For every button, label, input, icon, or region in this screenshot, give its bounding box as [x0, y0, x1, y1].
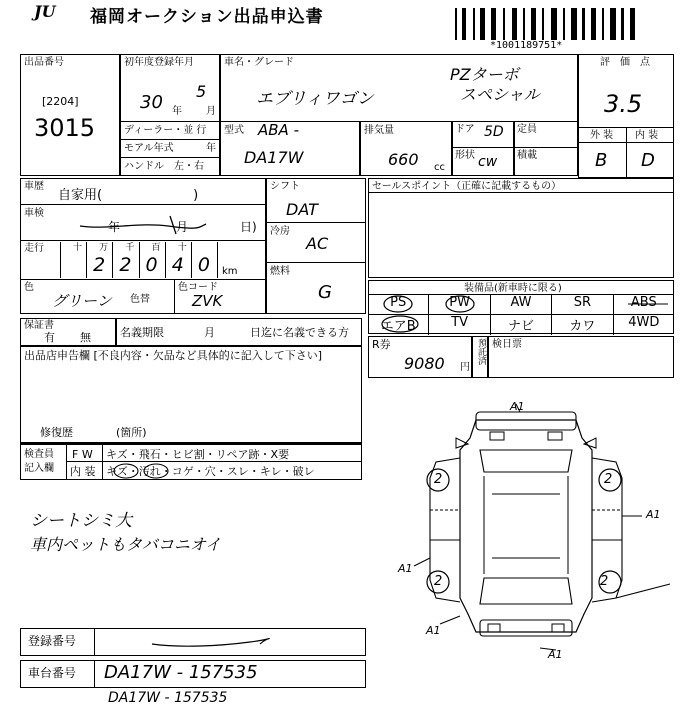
inspection-scribble — [78, 212, 208, 238]
diagram-mark: 2 — [434, 472, 443, 487]
inspection-month-unit: 月 — [176, 220, 189, 234]
sales-point-label: セールスポイント（正確に記載するもの） — [372, 181, 562, 192]
recycle-label: R券 — [372, 338, 391, 351]
model-year-label: モアル年式 — [124, 143, 174, 154]
first-reg-year-unit: 年 — [172, 106, 182, 117]
rating-interior-label: 内 装 — [635, 130, 659, 141]
interior-check-label: 内 装 — [70, 465, 96, 478]
equip-aw: AW — [491, 295, 552, 315]
inspector-label-2: 記入欄 — [24, 463, 54, 474]
barcode — [455, 8, 635, 40]
interior-check-marks — [104, 462, 194, 480]
color-code-label: 色コード — [178, 282, 218, 293]
shape-value: cw — [478, 154, 498, 170]
fw-label: F W — [72, 448, 93, 461]
displacement-label: 排気量 — [364, 125, 394, 136]
manual-label: 名義期限 — [120, 326, 164, 339]
doors-value: 5D — [484, 124, 504, 140]
rating-exterior-label: 外 装 — [590, 130, 614, 141]
form-title: 福岡オークション出品申込書 — [90, 7, 324, 27]
warranty-yes: 有 — [44, 331, 55, 344]
color-label: 色 — [24, 282, 34, 293]
inspection-label: 車検 — [24, 208, 44, 219]
equip-tv: TV — [429, 315, 490, 335]
first-reg-month: 5 — [196, 82, 207, 101]
model-year-unit: 年 — [206, 143, 216, 154]
cooling-value: AC — [306, 234, 329, 253]
equip-sr: SR — [552, 295, 613, 315]
lot-number: 3015 — [34, 114, 96, 142]
chassis-value: DA17W - 157535 — [104, 662, 258, 683]
diagram-mark: A1 — [426, 624, 441, 637]
equipment-circles — [368, 294, 674, 334]
shift-value: DAT — [286, 200, 318, 219]
equip-leather: カワ — [552, 315, 613, 335]
car-name-value: エブリィワゴン — [256, 89, 374, 109]
equip-navi: ナビ — [491, 315, 552, 335]
mileage-label: 走行 — [24, 243, 44, 254]
equip-4wd: 4WD — [628, 315, 660, 330]
recycle-unit: 円 — [460, 362, 470, 373]
mileage-place: 万 — [99, 243, 109, 253]
capacity-label: 定員 — [517, 124, 537, 135]
registration-scribble — [150, 634, 270, 650]
diagram-mark: A1 — [398, 562, 413, 575]
repair-label: 修復歴 — [40, 426, 73, 439]
mileage-digit: 2 — [119, 254, 132, 276]
warranty-label: 保証書 — [24, 320, 54, 331]
displacement-value: 660 — [388, 150, 419, 169]
equip-airbag: エアB — [368, 315, 429, 335]
car-grade-line2: スペシャル — [460, 85, 540, 104]
recycle-deposit: 預託済 — [476, 338, 486, 365]
recycle-value: 9080 — [404, 354, 445, 373]
transfer-label: 日迄に名義できる方 — [250, 326, 349, 339]
inspector-comment-2: 車内ペットもタバコニオイ — [30, 535, 222, 554]
chassis-label: 車台番号 — [28, 666, 77, 680]
first-reg-label: 初年度登録年月 — [124, 57, 194, 68]
inspection-year-unit: 年 — [108, 220, 121, 234]
rating-exterior: B — [595, 150, 608, 171]
repair-value: (箇所) — [116, 426, 147, 439]
auction-logo: JU — [34, 2, 56, 21]
diagram-mark: A1 — [510, 400, 525, 413]
equip-abs: ABS — [630, 295, 657, 310]
color-value: グリーン — [52, 292, 112, 310]
rating-score: 3.5 — [604, 90, 643, 118]
registration-label: 登録番号 — [28, 634, 77, 648]
mileage-digit: 4 — [171, 254, 184, 276]
first-reg-month-unit: 月 — [206, 106, 216, 117]
mileage-digit: 0 — [197, 254, 210, 276]
first-reg-year: 30 — [140, 92, 163, 113]
diagram-mark: A1 — [548, 648, 563, 661]
model-code: DA17W — [244, 148, 304, 167]
car-name-label: 車名・グレード — [224, 57, 294, 68]
memo-label: 検日票 — [492, 339, 522, 350]
body-type-label: 積載 — [517, 150, 537, 161]
shape-label: 形状 — [455, 150, 475, 161]
handle-label: ハンドル 左・右 — [124, 161, 204, 172]
manual-month-unit: 月 — [204, 326, 215, 339]
fw-text: キズ・飛石・ヒビ割・リペア跡・X要 — [106, 448, 290, 461]
diagram-mark: 2 — [604, 472, 613, 487]
inspector-comment-1: シートシミ大 — [30, 511, 132, 531]
fuel-label: 燃料 — [270, 266, 290, 277]
rating-interior: D — [641, 150, 655, 171]
rating-label: 評 価 点 — [600, 57, 650, 68]
barcode-text: *1001189751* — [490, 40, 563, 51]
diagram-mark: A1 — [646, 508, 661, 521]
sales-point-box — [368, 178, 674, 278]
equipment-label: 装備品(新車時に限る) — [464, 283, 562, 294]
mileage-digit: 0 — [145, 254, 158, 276]
color-code-value: ZVK — [192, 292, 223, 310]
diagram-mark: 2 — [600, 574, 609, 589]
warranty-no: 無 — [80, 331, 91, 344]
usage-label: 車歴 — [24, 181, 44, 192]
dealer-label: ディーラー・並 行 — [124, 125, 207, 136]
mileage-place: 十 — [177, 243, 187, 253]
lot-code: [2204] — [42, 95, 79, 108]
equip-pw: PW — [429, 295, 490, 315]
mileage-unit: km — [222, 266, 238, 277]
shift-label: シフト — [270, 181, 300, 192]
lot-label: 出品番号 — [24, 57, 64, 68]
inspector-label-1: 検査員 — [24, 449, 54, 460]
cooling-label: 冷房 — [270, 226, 290, 237]
inspection-day-unit: 日) — [240, 220, 257, 234]
color-change-label: 色替 — [130, 294, 150, 305]
mileage-place: 百 — [151, 243, 161, 253]
usage-value: 自家用( ) — [58, 188, 199, 203]
model-label: 型式 — [224, 125, 244, 136]
mileage-place: 千 — [125, 243, 135, 253]
diagram-mark: 2 — [434, 574, 443, 589]
car-grade-line1: PZターボ — [450, 65, 519, 84]
model-prefix: ABA - — [258, 121, 299, 139]
doors-label: ドア — [455, 124, 475, 135]
chassis-bottom: DA17W - 157535 — [108, 690, 228, 706]
mileage-digit: 2 — [93, 254, 106, 276]
fuel-value: G — [318, 282, 332, 303]
mileage-digits — [60, 242, 218, 278]
displacement-unit: cc — [434, 162, 445, 173]
notes-label: 出品店申告欄 [不良内容・欠品など具体的に記入して下さい] — [24, 349, 323, 362]
mileage-place: 十 — [73, 243, 83, 253]
equip-ps: PS — [368, 295, 429, 315]
interior-check-text: キズ・汚れ・コゲ・穴・スレ・キレ・破レ — [106, 465, 315, 478]
